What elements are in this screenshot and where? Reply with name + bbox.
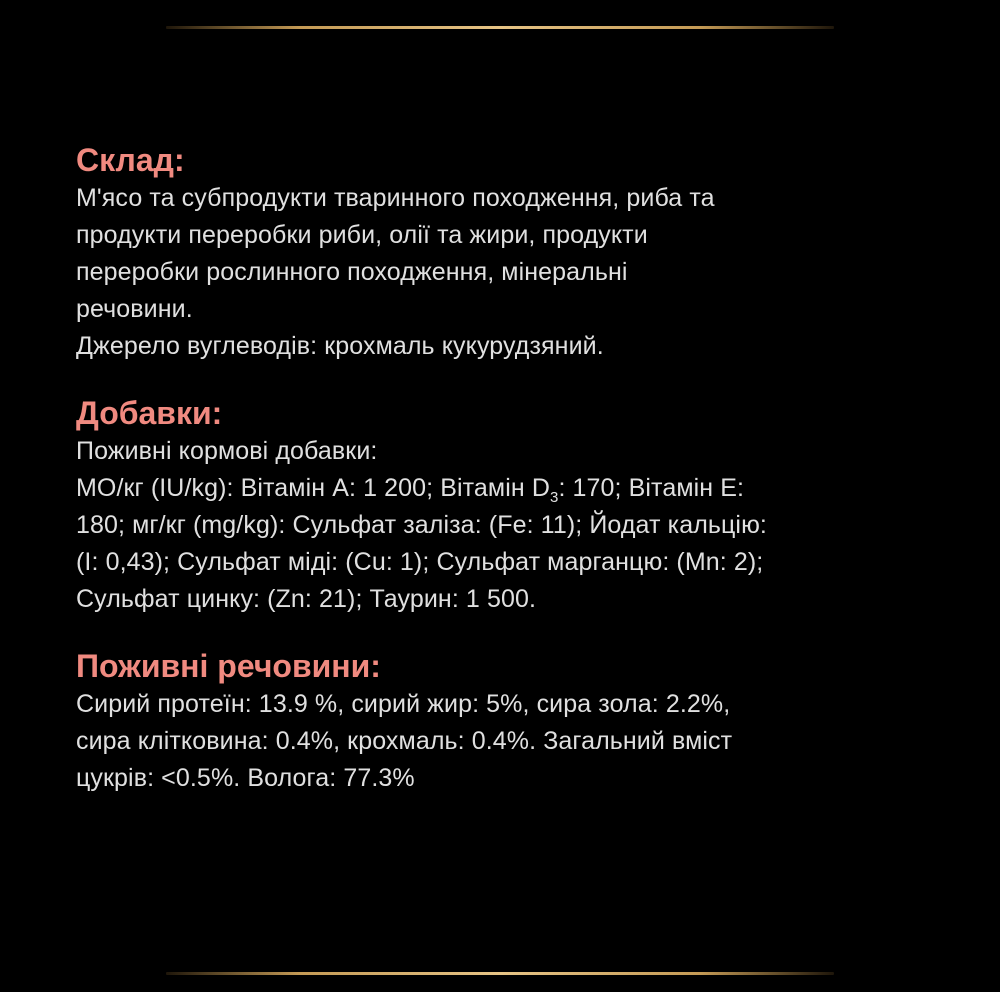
- additives-line: [76, 470, 956, 507]
- vitamins-text: МО/кг (IU/kg): Вітамін А: 1 200; Вітамін D: [76, 474, 550, 502]
- composition-heading: Склад:: [76, 142, 185, 178]
- additives-line: Поживні кормові добавки:: [76, 437, 378, 465]
- composition-line: речовини.: [76, 295, 193, 323]
- composition-line: продукти переробки риби, олії та жири, продукти: [76, 221, 648, 249]
- additives-line: (I: 0,43); Сульфат міді: (Cu: 1); Сульфат марганцю: (Mn: 2);: [76, 548, 764, 576]
- vitamin-d-subscript: 3: [549, 489, 559, 506]
- composition-section: [76, 140, 956, 365]
- nutrients-line: сира клітковина: 0.4%, крохмаль: 0.4%. Загальний вміст: [76, 727, 733, 755]
- nutrients-line: Сирий протеїн: 13.9 %, сирий жир: 5%, сира зола: 2.2%,: [76, 690, 731, 718]
- additives-line: 180; мг/кг (mg/kg): Сульфат заліза: (Fe: 11); Йодат кальцію:: [76, 511, 767, 539]
- bottom-divider: [166, 972, 834, 975]
- composition-line: М'ясо та субпродукти тваринного походження, риба та: [76, 184, 715, 212]
- vitamins-text-cont: : 170; Вітамін Е:: [558, 474, 745, 502]
- additives-section: [76, 393, 956, 618]
- additives-heading: Добавки:: [76, 395, 223, 431]
- additives-line: Сульфат цинку: (Zn: 21); Таурин: 1 500.: [76, 585, 537, 613]
- top-divider: [166, 26, 834, 29]
- nutrients-section: [76, 646, 956, 797]
- composition-line: Джерело вуглеводів: крохмаль кукурудзяний.: [76, 332, 604, 360]
- composition-line: переробки рослинного походження, мінеральні: [76, 258, 628, 286]
- nutrients-heading: Поживні речовини:: [76, 648, 381, 684]
- content: [76, 140, 956, 797]
- nutrients-line: цукрів: <0.5%. Волога: 77.3%: [76, 764, 415, 792]
